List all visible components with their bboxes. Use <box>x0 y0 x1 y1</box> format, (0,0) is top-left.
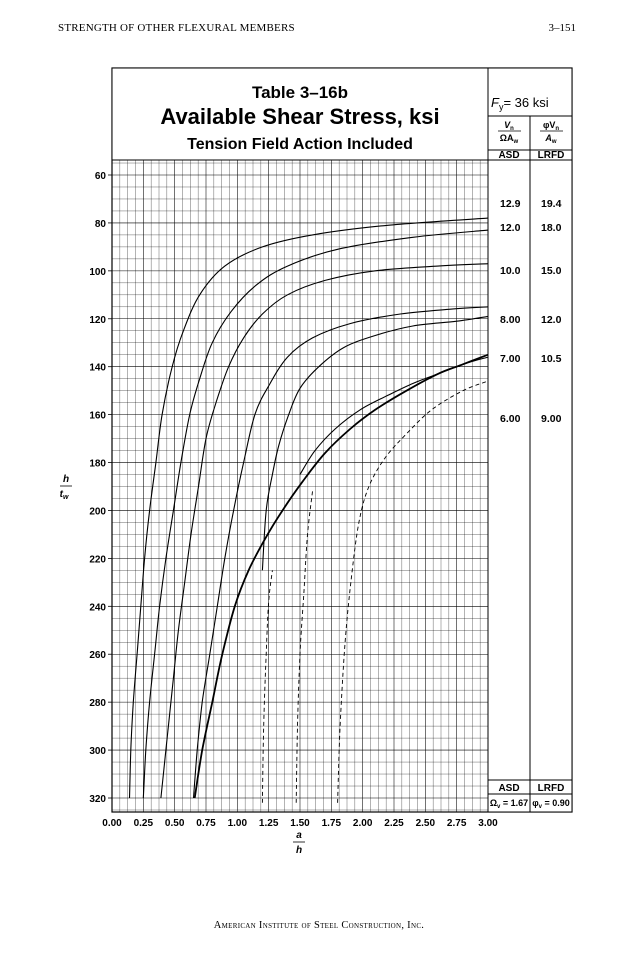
fy-symbol: F <box>491 95 499 110</box>
x-tick-label: 2.00 <box>352 818 373 829</box>
y-tick-label: 320 <box>89 794 106 805</box>
y-tick-label: 260 <box>89 650 106 662</box>
y-tick-label: 60 <box>94 171 106 182</box>
stress-curve <box>194 307 489 798</box>
dashed-curve <box>296 491 312 803</box>
lrfd-stress-value: 18.0 <box>541 222 562 234</box>
x-tick-label: 1.50 <box>290 818 310 829</box>
running-header: STRENGTH OF OTHER FLEXURAL MEMBERS <box>58 22 295 34</box>
x-axis-label <box>293 830 305 856</box>
y-tick-label: 200 <box>89 506 106 518</box>
x-tick-label: 0.00 <box>102 818 122 829</box>
stress-curve <box>130 218 489 798</box>
asd-formula-den: $\Omega A_w$ <box>499 133 519 145</box>
y-tick-label: 280 <box>89 698 106 710</box>
x-tick-label: 0.50 <box>164 818 185 829</box>
lrfd-stress-value: 10.5 <box>541 353 562 365</box>
dashed-curve <box>338 381 488 803</box>
y-tick-label: 100 <box>89 266 106 278</box>
dashed-curve <box>262 570 272 802</box>
x-tick-label: 3.00 <box>478 818 498 829</box>
x-tick-label: 1.75 <box>321 818 342 829</box>
limit-curve <box>195 355 488 798</box>
x-tick-label: 2.50 <box>415 818 436 829</box>
y-axis-label <box>60 474 72 501</box>
y-tick-label: 300 <box>89 746 106 758</box>
chart-title: Available Shear Stress, ksi <box>160 104 440 129</box>
x-tick-label: 2.75 <box>446 818 467 829</box>
asd-stress-value: 10.0 <box>500 265 521 277</box>
lrfd-stress-value: 15.0 <box>541 265 562 277</box>
asd-stress-value: 12.0 <box>500 222 521 234</box>
asd-stress-value: 6.00 <box>500 413 521 425</box>
y-axis-label-denominator: $t_w$ <box>59 489 69 501</box>
x-axis-label-numerator: a <box>296 830 302 841</box>
asd-stress-value: 8.00 <box>500 314 521 326</box>
y-tick-label: 160 <box>89 410 106 422</box>
y-axis-label-numerator: h <box>62 474 70 485</box>
x-tick-label: 0.75 <box>196 818 216 829</box>
fy-subscript: y <box>498 102 504 112</box>
asd-header: ASD <box>498 150 520 161</box>
x-tick-label: 1.25 <box>258 818 279 829</box>
y-tick-label: 180 <box>89 458 106 470</box>
lrfd-resistance-factor: $\varphi_v = 0.90$ <box>532 798 570 810</box>
chart-frame <box>112 68 572 812</box>
stress-curve <box>161 264 488 798</box>
table-label: Table 3–16b <box>251 83 349 102</box>
y-tick-label: 120 <box>89 314 106 326</box>
asd-stress-value: 12.9 <box>500 198 521 210</box>
lrfd-formula-den: $A_w$ <box>545 133 557 145</box>
y-axis-tick-labels <box>89 171 112 805</box>
lrfd-header: LRFD <box>537 150 565 161</box>
lrfd-stress-value: 12.0 <box>541 314 562 326</box>
lrfd-stress-value: 19.4 <box>541 198 562 210</box>
y-tick-label: 140 <box>89 362 106 374</box>
x-tick-label: 2.25 <box>384 818 404 829</box>
chart-subtitle: Tension Field Action Included <box>187 136 413 153</box>
page-number: 3–151 <box>548 22 576 34</box>
x-tick-label: 0.25 <box>133 818 154 829</box>
y-tick-label: 220 <box>89 554 106 566</box>
x-tick-label: 1.00 <box>227 818 248 829</box>
y-tick-label: 240 <box>89 602 106 614</box>
y-tick-label: 80 <box>94 218 106 230</box>
x-axis-label-denominator: h <box>295 845 303 856</box>
stress-curve <box>262 316 488 570</box>
asd-stress-value: 7.00 <box>500 353 521 365</box>
asd-safety-factor: $\Omega_v = 1.67$ <box>489 798 529 810</box>
footer-asd-label: ASD <box>498 783 520 794</box>
footer-lrfd-label: LRFD <box>537 783 565 794</box>
lrfd-stress-value: 9.00 <box>541 413 562 425</box>
page-footer: American Institute of Steel Construction, Inc. <box>213 920 425 931</box>
fy-value: = 36 ksi <box>503 95 549 110</box>
lrfd-formula-num: $\varphi V_n$ <box>542 120 560 132</box>
asd-formula-num: $V_n$ <box>504 120 514 132</box>
x-axis-tick-labels <box>102 818 498 829</box>
